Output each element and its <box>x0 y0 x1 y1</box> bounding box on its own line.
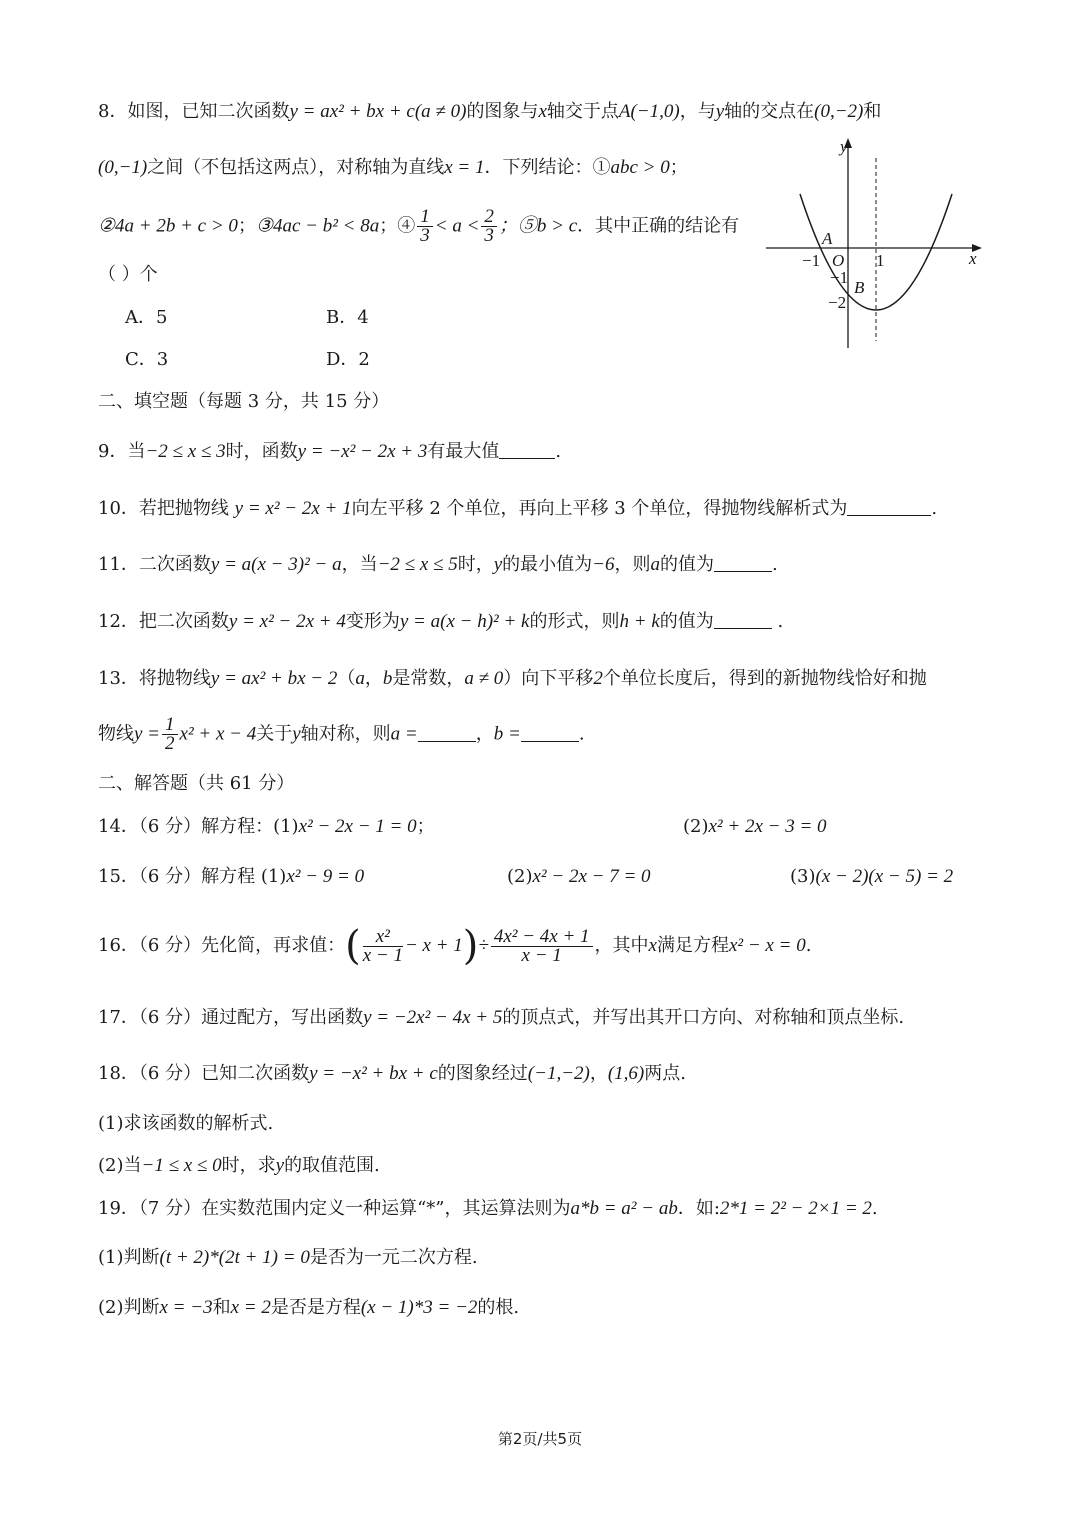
tick-y-minus-2: −2 <box>828 293 847 312</box>
section-fill-in-title: 二、填空题（每题 3 分，共 15 分） <box>98 391 390 412</box>
q13-line1: 13．将抛物线y = ax² + bx − 2（a，b是常数，a ≠ 0）向下平移2个单位长度后，得到的新抛物线恰好和抛 <box>98 668 927 689</box>
answer-blank <box>499 440 555 459</box>
answer-blank <box>714 610 772 629</box>
q8-line3: ②4a + 2b + c > 0；③4ac − b² < 8a；④ $\frac{1}{3}$ < a < $\frac{2}{3}$ ；⑤b > c．其中正确的结论有 <box>98 206 740 246</box>
parabola-graph <box>760 136 990 352</box>
q11: 11．二次函数y = a(x − 3)² − a，当−2 ≤ x ≤ 5时，y的最小值为−6，则a的值为 . <box>98 554 778 575</box>
q8-option-d: D．2 <box>326 349 370 370</box>
q18-part1: (1)求该函数的解析式. <box>98 1113 274 1134</box>
q8-option-c: C．3 <box>125 349 169 370</box>
q8-line2: (0,−1)之间（不包括这两点），对称轴为直线x = 1．下列结论：①abc > 0； <box>98 157 688 178</box>
q19: 19．（7 分）在实数范围内定义一种运算“*”，其运算法则为a*b = a² − ab．如:2*1 = 2² − 2×1 = 2. <box>98 1198 878 1219</box>
tick-minus-1: −1 <box>802 251 821 270</box>
q18: 18．（6 分）已知二次函数y = −x² + bx + c的图象经过(−1,−2)，(1,6)两点. <box>98 1063 686 1084</box>
answer-blank-b <box>521 723 579 742</box>
q8-line4: （ ）个 <box>98 264 158 285</box>
q15-part3: (3)(x − 2)(x − 5) = 2 <box>790 866 954 887</box>
answer-blank-a <box>418 723 476 742</box>
q8-line1: 8．如图，已知二次函数y = ax² + bx + c(a ≠ 0)的图象与x轴交于点A(−1,0)，与y轴的交点在(0,−2)和 <box>98 101 882 122</box>
q12: 12．把二次函数y = x² − 2x + 4变形为y = a(x − h)² + k的形式，则h + k的值为 . <box>98 611 784 632</box>
point-b-label: B <box>854 278 865 297</box>
page-number-footer: 第2页/共5页 <box>497 1430 583 1448</box>
q16: 16．（6 分）先化简，再求值：( $\frac{\text{x²}}{x - 1}$ − x + 1)÷ $\frac{\text{4x² − 4x + 1}}{x - 1}$ ，其中x满足方程x² − x = 0. <box>98 923 812 969</box>
q14-part2: (2)x² + 2x − 3 = 0 <box>683 816 827 837</box>
section-solve-title: 二、解答题（共 61 分） <box>98 773 295 794</box>
q8-option-a: A．5 <box>125 307 168 328</box>
q9: 9．当−2 ≤ x ≤ 3时，函数y = −x² − 2x + 3有最大值 . <box>98 441 562 462</box>
answer-blank <box>714 553 772 572</box>
q8-point-a: A(−1,0) <box>618 101 680 122</box>
q19-part1: (1)判断(t + 2)*(2t + 1) = 0是否为一元二次方程. <box>98 1247 478 1268</box>
point-a-label: A <box>822 229 833 248</box>
x-axis-label: x <box>969 249 977 268</box>
q13-line2: 物线y = $\frac{1}{2}$ x² + x − 4关于y轴对称，则a = ，b = . <box>98 714 585 754</box>
q8-option-b: B．4 <box>326 307 369 328</box>
tick-y-minus-1: −1 <box>830 268 849 287</box>
q19-part2: (2)判断x = −3和x = 2是否是方程(x − 1)*3 = −2的根. <box>98 1297 520 1318</box>
q8-function: y = ax² + bx + c(a ≠ 0) <box>289 101 467 122</box>
q15: 15．（6 分）解方程 (1)x² − 9 = 0 <box>98 866 365 887</box>
y-axis-label: y <box>840 137 848 156</box>
q18-part2: (2)当−1 ≤ x ≤ 0时，求y的取值范围. <box>98 1155 380 1176</box>
origin-label: O <box>832 251 845 270</box>
answer-blank <box>847 497 931 516</box>
q14: 14．（6 分）解方程：(1)x² − 2x − 1 = 0； <box>98 816 435 837</box>
tick-1: 1 <box>876 251 885 270</box>
q17: 17．（6 分）通过配方，写出函数y = −2x² − 4x + 5的顶点式，并写出其开口方向、对称轴和顶点坐标. <box>98 1007 905 1028</box>
q10: 10．若把抛物线 y = x² − 2x + 1向左平移 2 个单位，再向上平移 3 个单位，得抛物线解析式为 . <box>98 498 938 519</box>
q15-part2: (2)x² − 2x − 7 = 0 <box>507 866 651 887</box>
